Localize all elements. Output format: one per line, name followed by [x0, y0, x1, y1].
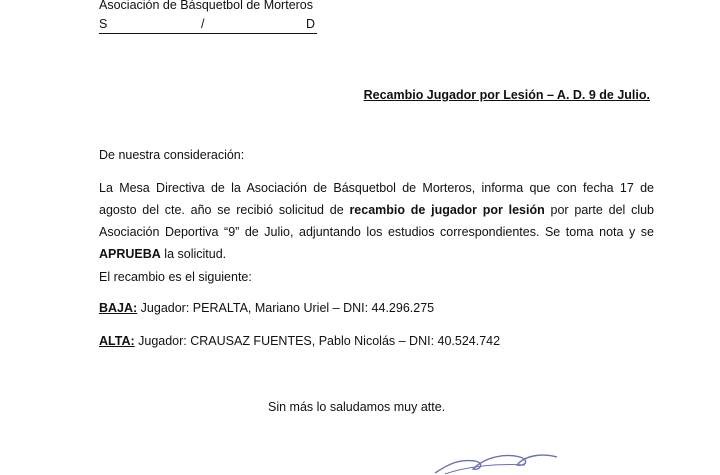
greeting: De nuestra consideración: — [99, 148, 245, 162]
address-d: D — [305, 17, 315, 31]
address-slash: / — [201, 17, 205, 31]
body-paragraph — [99, 177, 654, 265]
body-line-2-bold: recambio de jugador por lesión — [349, 203, 545, 217]
body-line-1: La Mesa Directiva de la Asociación de Básquetbol de Morteros, informa que con fecha 17 de — [99, 181, 654, 195]
baja-text: Jugador: PERALTA, Mariano Uriel – DNI: 44.296.275 — [137, 301, 435, 315]
body-line-2-end: por parte del club — [544, 203, 654, 217]
alta-label: ALTA: — [99, 334, 135, 348]
baja-line — [99, 301, 434, 315]
body-line-4-end: la solicitud. — [160, 247, 227, 261]
alta-line — [99, 334, 500, 348]
body-line-4 — [99, 243, 654, 265]
approval-word: APRUEBA — [99, 247, 161, 261]
organization-name: Asociación de Básquetbol de Morteros — [99, 0, 314, 12]
address-line — [99, 17, 317, 34]
subject-line: Recambio Jugador por Lesión – A. D. 9 de Julio. — [363, 88, 650, 102]
body-line-3: Asociación Deportiva “9” de Julio, adjuntando los estudios correspondientes. Se toma nota y se — [99, 225, 654, 239]
replacement-intro: El recambio es el siguiente: — [99, 270, 252, 284]
alta-text: Jugador: CRAUSAZ FUENTES, Pablo Nicolás – DNI: 40.524.742 — [134, 334, 501, 348]
address-s: S — [99, 17, 108, 31]
body-line-2 — [99, 199, 654, 221]
closing-line: Sin más lo saludamos muy atte. — [268, 400, 446, 414]
body-line-2-start: agosto del cte. año se recibió solicitud de — [99, 203, 350, 217]
baja-label: BAJA: — [99, 301, 138, 315]
signature-scribble — [425, 445, 565, 475]
